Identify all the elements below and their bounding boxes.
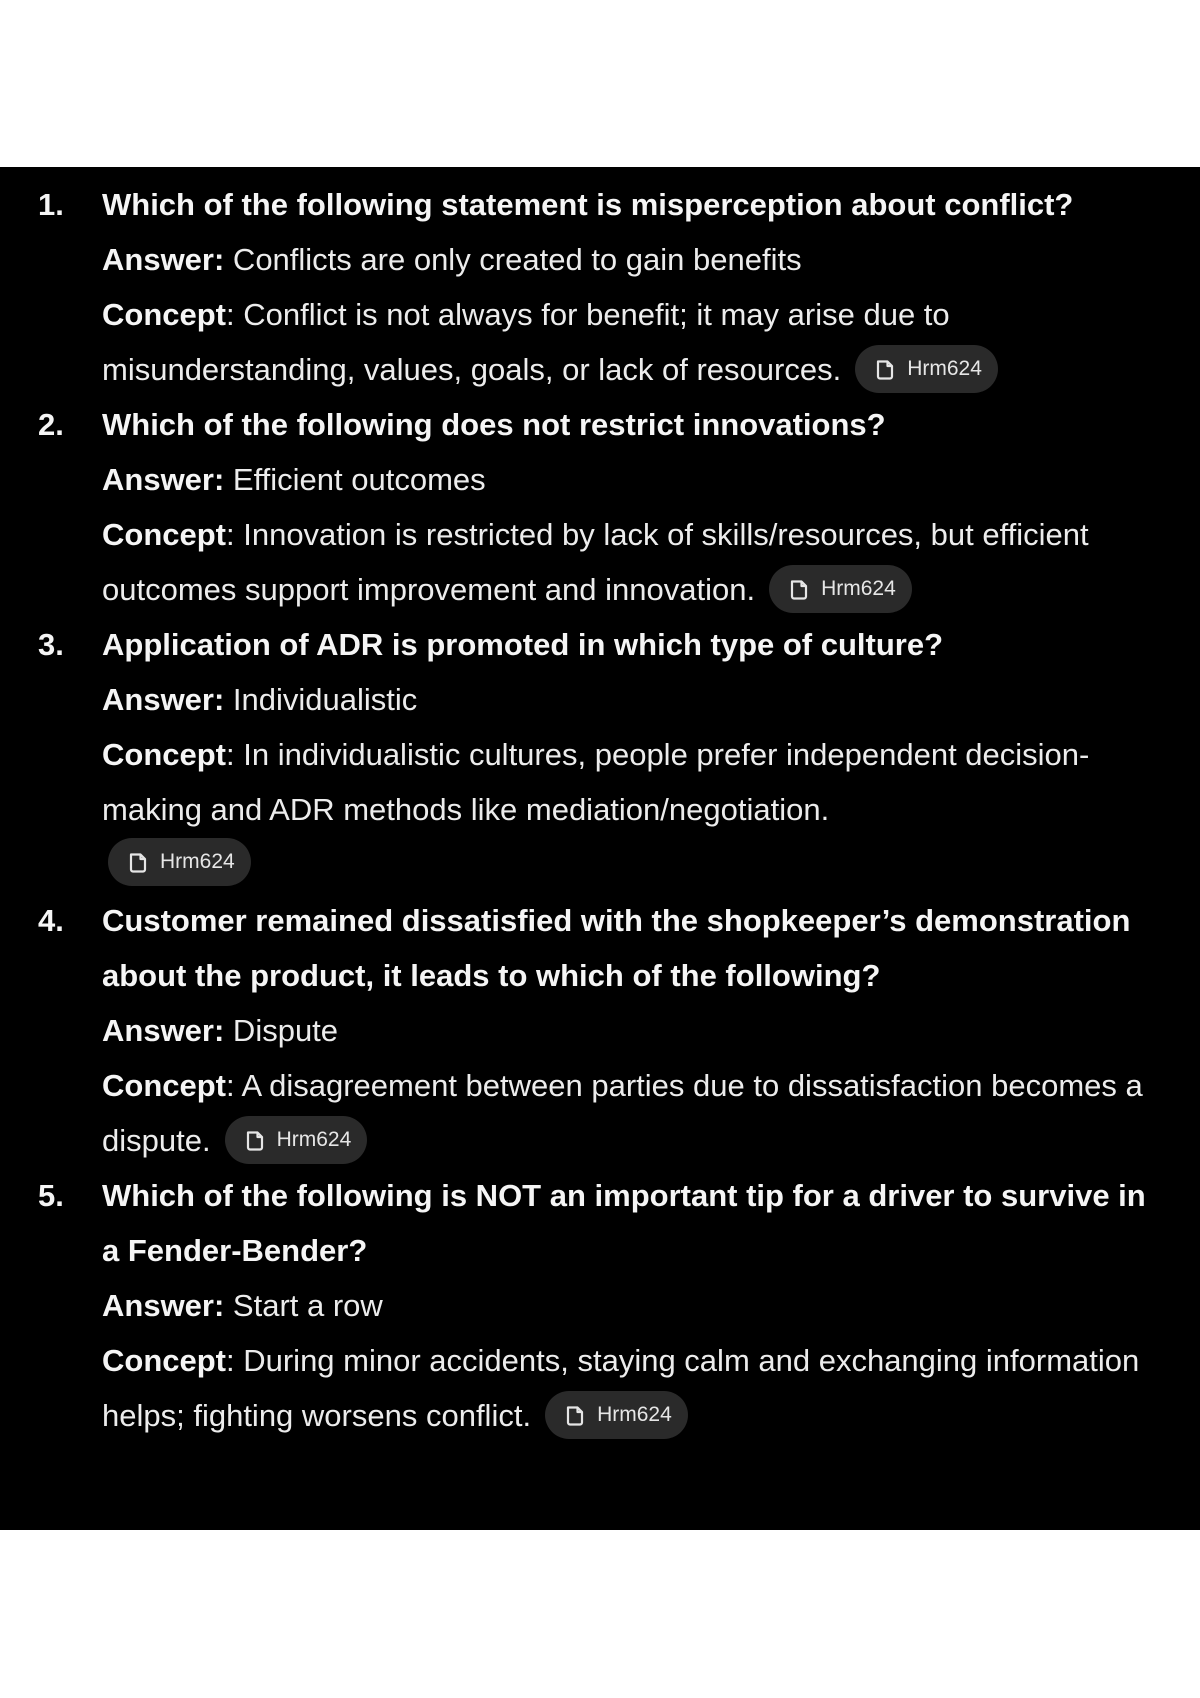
- source-chip[interactable]: [225, 1116, 368, 1164]
- concept-line: [102, 1058, 1160, 1168]
- list-item: [0, 397, 1200, 617]
- document-icon: [873, 357, 897, 381]
- answer-text: Conflicts are only created to gain benefits: [224, 242, 802, 277]
- question-text: Which of the following does not restrict innovations?: [102, 407, 886, 442]
- source-chip[interactable]: [108, 838, 251, 886]
- answer-panel: [0, 167, 1200, 1530]
- concept-text: : Innovation is restricted by lack of skills/resources, but efficient outcomes support improvement and innovation.: [102, 517, 1089, 607]
- source-label: Hrm624: [276, 1127, 352, 1151]
- document-icon: [563, 1403, 587, 1427]
- question-text: Application of ADR is promoted in which type of culture?: [102, 627, 944, 662]
- answer-label: Answer:: [102, 682, 225, 717]
- answer-line: [102, 452, 1160, 507]
- item-number: 1.: [38, 187, 64, 222]
- answer-label: Answer:: [102, 242, 225, 277]
- question-text: Customer remained dissatisfied with the shopkeeper’s demonstration about the product, it leads to which of the following?: [102, 903, 1131, 993]
- answer-label: Answer:: [102, 462, 225, 497]
- concept-text: : In individualistic cultures, people prefer independent decision-making and ADR methods like mediation/negotiation.: [102, 737, 1090, 827]
- list-item: [0, 893, 1200, 1168]
- answer-label: Answer:: [102, 1288, 225, 1323]
- source-chip[interactable]: [855, 345, 998, 393]
- item-number: 5.: [38, 1178, 64, 1213]
- source-chip[interactable]: [769, 565, 912, 613]
- concept-line: [102, 507, 1160, 617]
- item-number: 3.: [38, 627, 64, 662]
- source-label: Hrm624: [160, 850, 235, 873]
- concept-text: : A disagreement between parties due to dissatisfaction becomes a dispute.: [102, 1068, 1143, 1158]
- question-text: Which of the following statement is misperception about conflict?: [102, 187, 1074, 222]
- answer-text: Dispute: [224, 1013, 339, 1048]
- concept-line: [102, 287, 1160, 397]
- answer-line: [102, 1003, 1160, 1058]
- source-label: Hrm624: [821, 576, 896, 600]
- answer-label: Answer:: [102, 1013, 225, 1048]
- item-number: 4.: [38, 903, 64, 938]
- answer-text: Efficient outcomes: [224, 462, 486, 497]
- concept-label: Concept: [102, 1068, 226, 1103]
- list-item: [0, 617, 1200, 893]
- source-label: Hrm624: [907, 356, 982, 380]
- item-number: 2.: [38, 407, 64, 442]
- concept-line: [102, 727, 1160, 837]
- concept-label: Concept: [102, 517, 226, 552]
- concept-label: Concept: [102, 1343, 226, 1378]
- concept-text: : During minor accidents, staying calm and exchanging information helps; fighting worsens conflict.: [102, 1343, 1140, 1433]
- concept-label: Concept: [102, 737, 226, 772]
- answer-text: Start a row: [224, 1288, 383, 1323]
- list-item: [0, 1168, 1200, 1443]
- answer-line: [102, 232, 1160, 287]
- source-label: Hrm624: [597, 1402, 672, 1426]
- answer-line: [102, 1278, 1160, 1333]
- concept-line: [102, 1333, 1160, 1443]
- source-chip-row: [102, 837, 1160, 893]
- question-list: [0, 177, 1200, 1443]
- document-icon: [126, 850, 150, 874]
- document-icon: [243, 1128, 267, 1152]
- answer-text: Individualistic: [224, 682, 418, 717]
- list-item: [0, 177, 1200, 397]
- question-text: Which of the following is NOT an important tip for a driver to survive in a Fender-Bender?: [102, 1178, 1146, 1268]
- concept-label: Concept: [102, 297, 226, 332]
- answer-line: [102, 672, 1160, 727]
- document-icon: [787, 577, 811, 601]
- concept-text: : Conflict is not always for benefit; it may arise due to misunderstanding, values, goals, or lack of resources.: [102, 297, 950, 387]
- source-chip[interactable]: [545, 1391, 688, 1439]
